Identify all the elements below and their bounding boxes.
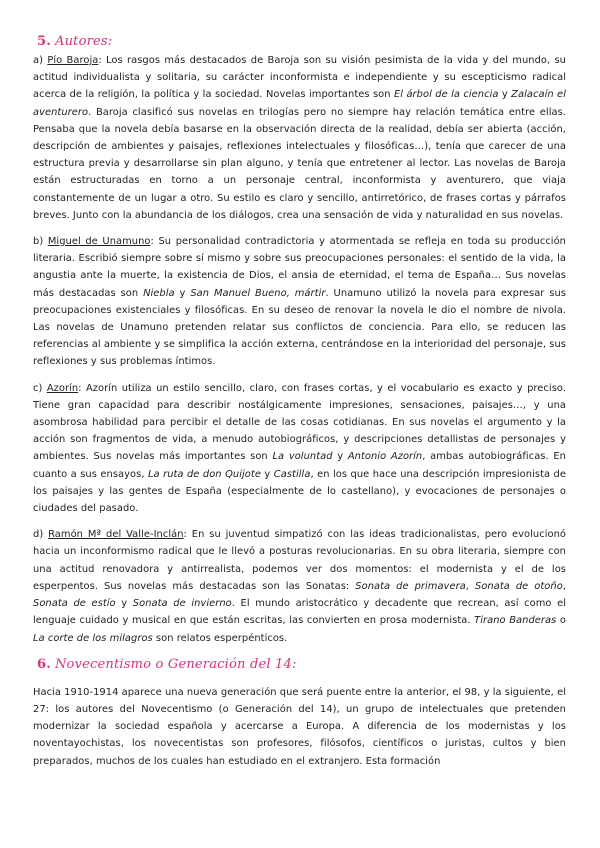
section-6-heading — [37, 657, 566, 672]
paragraph-body — [33, 529, 566, 643]
paragraph-unamuno — [33, 233, 566, 371]
paragraph-body — [33, 383, 566, 514]
work-title: Niebla — [143, 287, 175, 299]
work-title: San Manuel Bueno, mártir — [190, 287, 326, 299]
text-run: y — [115, 598, 133, 610]
text-run: : Azorín utiliza un estilo sencillo, claro, con frases cortas, y el vocabulario es exacto y preciso. Tiene gran capacidad para describir nostálgicamente impresiones, sensaciones, paisajes…, y una asombrosa habilidad para percibir el detalle de las cosas cotidianas. En sus novelas el argumento y la acción son fragmentos de vida, a menudo autobiográficos, y descripciones detallistas de personajes y ambientes. Sus novelas más importantes son — [33, 382, 566, 463]
work-title: Sonata de invierno — [132, 598, 232, 610]
paragraph-prefix: a) — [33, 55, 48, 66]
text-run: y — [260, 468, 274, 480]
paragraph-prefix: b) — [33, 236, 48, 248]
text-run: y — [174, 287, 191, 299]
work-title: Castilla — [273, 468, 311, 480]
text-run: : En su juventud simpatizó con las ideas tradicionalistas, pero evolucionó hacia un inconformismo radical que le llevó a posturas revolucionarias. En su obra literaria, siempre con una actitud renovadora y antirrealista, podemos ver dos momentos: el modernista y el de los esperpentos. Sus novelas más destacadas son las Sonatas: — [33, 529, 566, 592]
text-run: , en los que hace una descripción impresionista de los paisajes y las gentes de España (especialmente de lo castellano), y evocaciones de personajes o ciudades del pasado. — [33, 468, 566, 515]
author-name-baroja: Pío Baroja — [47, 55, 99, 66]
text-run: , — [562, 580, 566, 592]
work-title: La voluntad — [272, 451, 333, 463]
text-run: son relatos esperpénticos. — [152, 632, 288, 644]
text-run: . Baroja clasificó sus novelas en trilogías pero no siempre hay relación temática entre ellas. Pensaba que la novela debía basarse en la observación directa de la realidad, debía ser abierta (acción, descripción de ambientes y paisajes, reflexiones intelectuales y filosóficas…), tenía que carecer de una estructura previa y desarrollarse sin plan alguno, y tenía que entretener al lector. Las novelas de Baroja están estructuradas en torno a un personaje central, inconformista y aventurero, que viaja constantemente de un lugar a otro. Su estilo es claro y sencillo, antirretórico, de frases cortas y párrafos breves. Junto con la abundancia de los diálogos, crea una sensación de vida y naturalidad en sus novelas. — [33, 106, 566, 221]
work-title: Zalacaín el aventurero — [33, 89, 566, 118]
section-6-number: 6. — [37, 656, 51, 672]
text-run: y — [498, 89, 512, 101]
author-name-azorin: Azorín — [46, 382, 79, 394]
section-5-title: Autores: — [54, 34, 113, 49]
text-run: y — [332, 451, 348, 463]
paragraph-body — [33, 55, 566, 221]
section-5-number: 5. — [37, 34, 51, 49]
section-5-heading — [37, 34, 566, 49]
work-title: Antonio Azorín — [347, 451, 423, 463]
paragraph-prefix: d) — [33, 529, 49, 541]
paragraph-prefix: c) — [33, 382, 47, 394]
author-name-unamuno: Miguel de Unamuno — [47, 236, 151, 248]
paragraph-baroja — [33, 52, 566, 224]
text-run: , — [465, 580, 475, 592]
work-title: La corte de los milagros — [33, 632, 153, 644]
work-title: Tirano Banderas — [474, 615, 557, 627]
paragraph-valle-inclan — [33, 526, 566, 646]
work-title: Sonata de estío — [33, 598, 116, 610]
text-run: o — [556, 615, 566, 627]
work-title: Sonata de primavera — [355, 580, 466, 592]
section-6-title: Novecentismo o Generación del 14: — [54, 656, 297, 672]
text-run: : Su personalidad contradictoria y atormentada se refleja en toda su producción literaria. Escribió siempre sobre sí mismo y sobre sus preocupaciones personales: el sentido de la vida, la angustia ante la muerte, la existencia de Dios, el ansia de eternidad, el tema de España… Sus novelas más destacadas son — [33, 236, 566, 299]
text-run: : Los rasgos más destacados de Baroja son su visión pesimista de la vida y del mundo, su actitud individualista y solitaria, su carácter inconformista e independiente y su escepticismo radical acerca de la religión, la política y la sociedad. Novelas importantes son — [33, 55, 566, 101]
text-run: . Unamuno utilizó la novela para expresar sus preocupaciones existenciales y filosóficas. En su deseo de renovar la novela le dio el nombre de nivola. Las novelas de Unamuno pretenden relatar sus conflictos de conciencia. Para ello, se reducen las referencias al ambiente y se simplifica la acción externa, centrándose en la interioridad del personaje, sus reflexiones y sus problemas íntimos. — [33, 287, 566, 368]
text-run: . El mundo aristocrático y decadente que recrean, así como el lenguaje cuidado y musical en que están escritas, las convierten en prosa modernista. — [33, 598, 567, 627]
work-title: El árbol de la ciencia — [393, 89, 499, 101]
paragraph-body — [33, 236, 566, 367]
work-title: La ruta de don Quijote — [147, 468, 261, 480]
work-title: Sonata de otoño — [475, 580, 563, 592]
paragraph-novecentismo: Hacia 1910-1914 aparece una nueva generación que será puente entre la anterior, el 98, y la siguiente, el 27: los autores del Novecentismo (o Generación del 14), un grupo de intelectuales que pretenden modernizar la sociedad española y acercarse a Europa. A diferencia de los modernistas y los noventayochistas, los novecentistas son profesores, filósofos, científicos o juristas, cultos y bien preparados, muchos de los cuales han estudiado en el extranjero. Esta formación — [33, 686, 566, 767]
paragraph-azorin — [33, 380, 566, 518]
text-run: , ambas autobiográficas. En cuanto a sus ensayos, — [33, 451, 566, 480]
author-name-valle-inclan: Ramón Mª del Valle-Inclán — [48, 529, 184, 541]
